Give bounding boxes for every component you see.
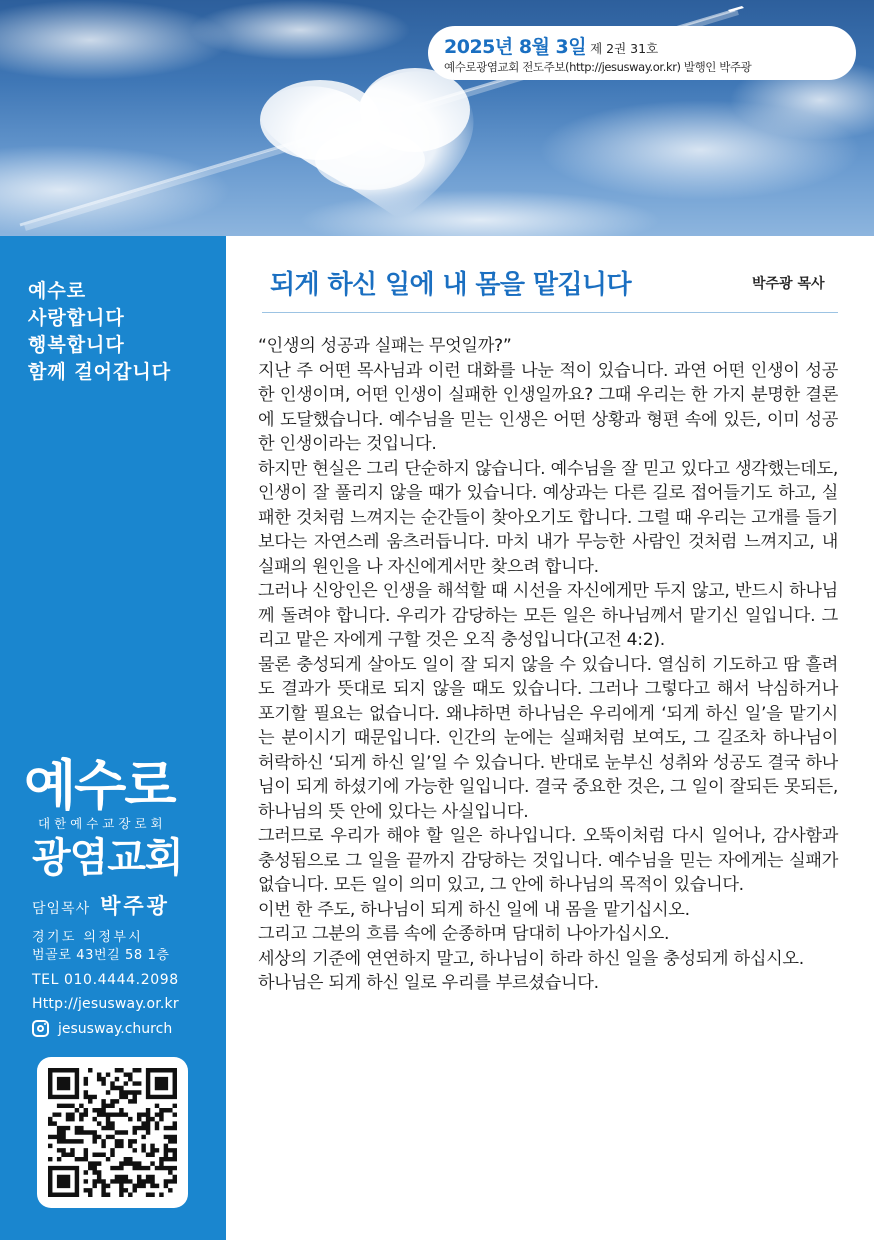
- article-paragraph: 이번 한 주도, 하나님이 되게 하신 일에 내 몸을 맡기십시오.: [258, 899, 690, 920]
- article-paragraph: 지난 주 어떤 목사님과 이런 대화를 나눈 적이 있습니다. 과연 어떤 인생이 성공한 인생이며, 어떤 인생이 실패한 인생일까요? 그때 우리는 한 가지 분명한 결론에 도달했습니다. 예수님을 믿는 인생은 어떤 상황과 형편 속에 있든, 이미 성공한 인생이라는 것입니다.: [258, 360, 838, 454]
- article-title: 되게 하신 일에 내 몸을 맡깁니다: [270, 270, 631, 300]
- article-paragraph: 그리고 그분의 흐름 속에 순종하며 담대히 나아가십시오.: [258, 924, 670, 944]
- instagram-text: jesusway.church: [58, 1020, 173, 1037]
- title-divider: [262, 312, 838, 313]
- publisher-line: 예수로광염교회 전도주보(http://jesusway.or.kr) 발행인 박주광: [444, 60, 752, 74]
- slogan: [28, 278, 171, 386]
- phone-number: TEL 010.4444.2098: [32, 972, 179, 988]
- qr-code: [37, 1057, 188, 1208]
- article-author: 박주광 목사: [752, 276, 825, 292]
- instagram-handle[interactable]: [32, 1020, 172, 1037]
- article-paragraph: 세상의 기준에 연연하지 말고, 하나님이 하라 하신 일을 충성되게 하십시오.: [258, 948, 804, 969]
- qr-code-icon: [48, 1068, 177, 1197]
- logo-denomination: 대한예수교장로회: [38, 816, 167, 831]
- pastor-title: 담임목사: [32, 901, 91, 917]
- instagram-icon: [32, 1020, 49, 1037]
- logo-bottom-text: 광염교회: [32, 835, 183, 881]
- sidebar: [0, 236, 226, 1240]
- article-paragraph: 하나님은 되게 하신 일로 우리를 부르셨습니다.: [258, 973, 599, 993]
- header-sky-image: [0, 0, 874, 236]
- pastor-name: 박주광: [100, 894, 170, 918]
- issue-date-box: [428, 26, 856, 80]
- logo-top-text: 예수로: [24, 754, 175, 817]
- article-body: [258, 334, 838, 996]
- slogan-line: 사랑합니다: [28, 307, 125, 329]
- article-paragraph: 하지만 현실은 그리 단순하지 않습니다. 예수님을 잘 믿고 있다고 생각했는데도, 인생이 잘 풀리지 않을 때가 있습니다. 예상과는 다른 길로 접어들기도 하고, 실패한 것처럼 느껴지는 순간들이 찾아오기도 합니다. 그럴 때 우리는 고개를 들기보다는 자연스레 움츠러듭니다. 마치 내가 무능한 사람인 것처럼 느껴지고, 내 실패의 원인을 나 자신에게서만 찾으려 합니다.: [258, 458, 838, 577]
- issue-date: 2025년 8월 3일: [444, 36, 587, 58]
- article-paragraph: “인생의 성공과 실패는 무엇일까?”: [258, 336, 512, 356]
- slogan-line: 예수로: [28, 280, 87, 302]
- issue-number: 제 2권 31호: [590, 41, 659, 56]
- slogan-line: 행복합니다: [28, 334, 125, 356]
- article-paragraph: 그러나 신앙인은 인생을 해석할 때 시선을 자신에게만 두지 않고, 반드시 하나님께 돌려야 합니다. 우리가 감당하는 모든 일은 하나님께서 맡기신 일입니다. 그리고 맡은 자에게 구할 것은 오직 충성입니다(고전 4:2).: [258, 581, 838, 650]
- article-paragraph: 그러므로 우리가 해야 할 일은 하나입니다. 오뚝이처럼 다시 일어나, 감사함과 충성됨으로 그 일을 끝까지 감당하는 것입니다. 예수님을 믿는 자에게는 실패가 없습니다. 모든 일이 의미 있고, 그 안에 하나님의 목적이 있습니다.: [258, 826, 838, 895]
- website-link[interactable]: Http://jesusway.or.kr: [32, 996, 179, 1012]
- pastor-info: [32, 890, 170, 920]
- address-line-2: 범골로 43번길 58 1층: [32, 948, 170, 963]
- address-line-1: 경기도 의정부시: [32, 930, 144, 945]
- church-logo: [24, 756, 204, 882]
- article-paragraph: 물론 충성되게 살아도 일이 잘 되지 않을 수 있습니다. 열심히 기도하고 땀 흘려도 결과가 뜻대로 되지 않을 때도 있습니다. 그러나 그렇다고 해서 낙심하거나 포기할 필요는 없습니다. 왜냐하면 하나님은 우리에게 ‘되게 하신 일’을 맡기시는 분이시기 때문입니다. 인간의 눈에는 실패처럼 보여도, 그 길조차 하나님이 허락하신 ‘되게 하신 일’일 수 있습니다. 반대로 눈부신 성취와 성공도 결국 하나님이 되게 하셨기에 가능한 일입니다. 결국 중요한 것은, 그 일이 잘되든 못되든, 하나님의 뜻 안에 있다는 사실입니다.: [258, 654, 838, 822]
- slogan-line: 함께 걸어갑니다: [28, 361, 172, 383]
